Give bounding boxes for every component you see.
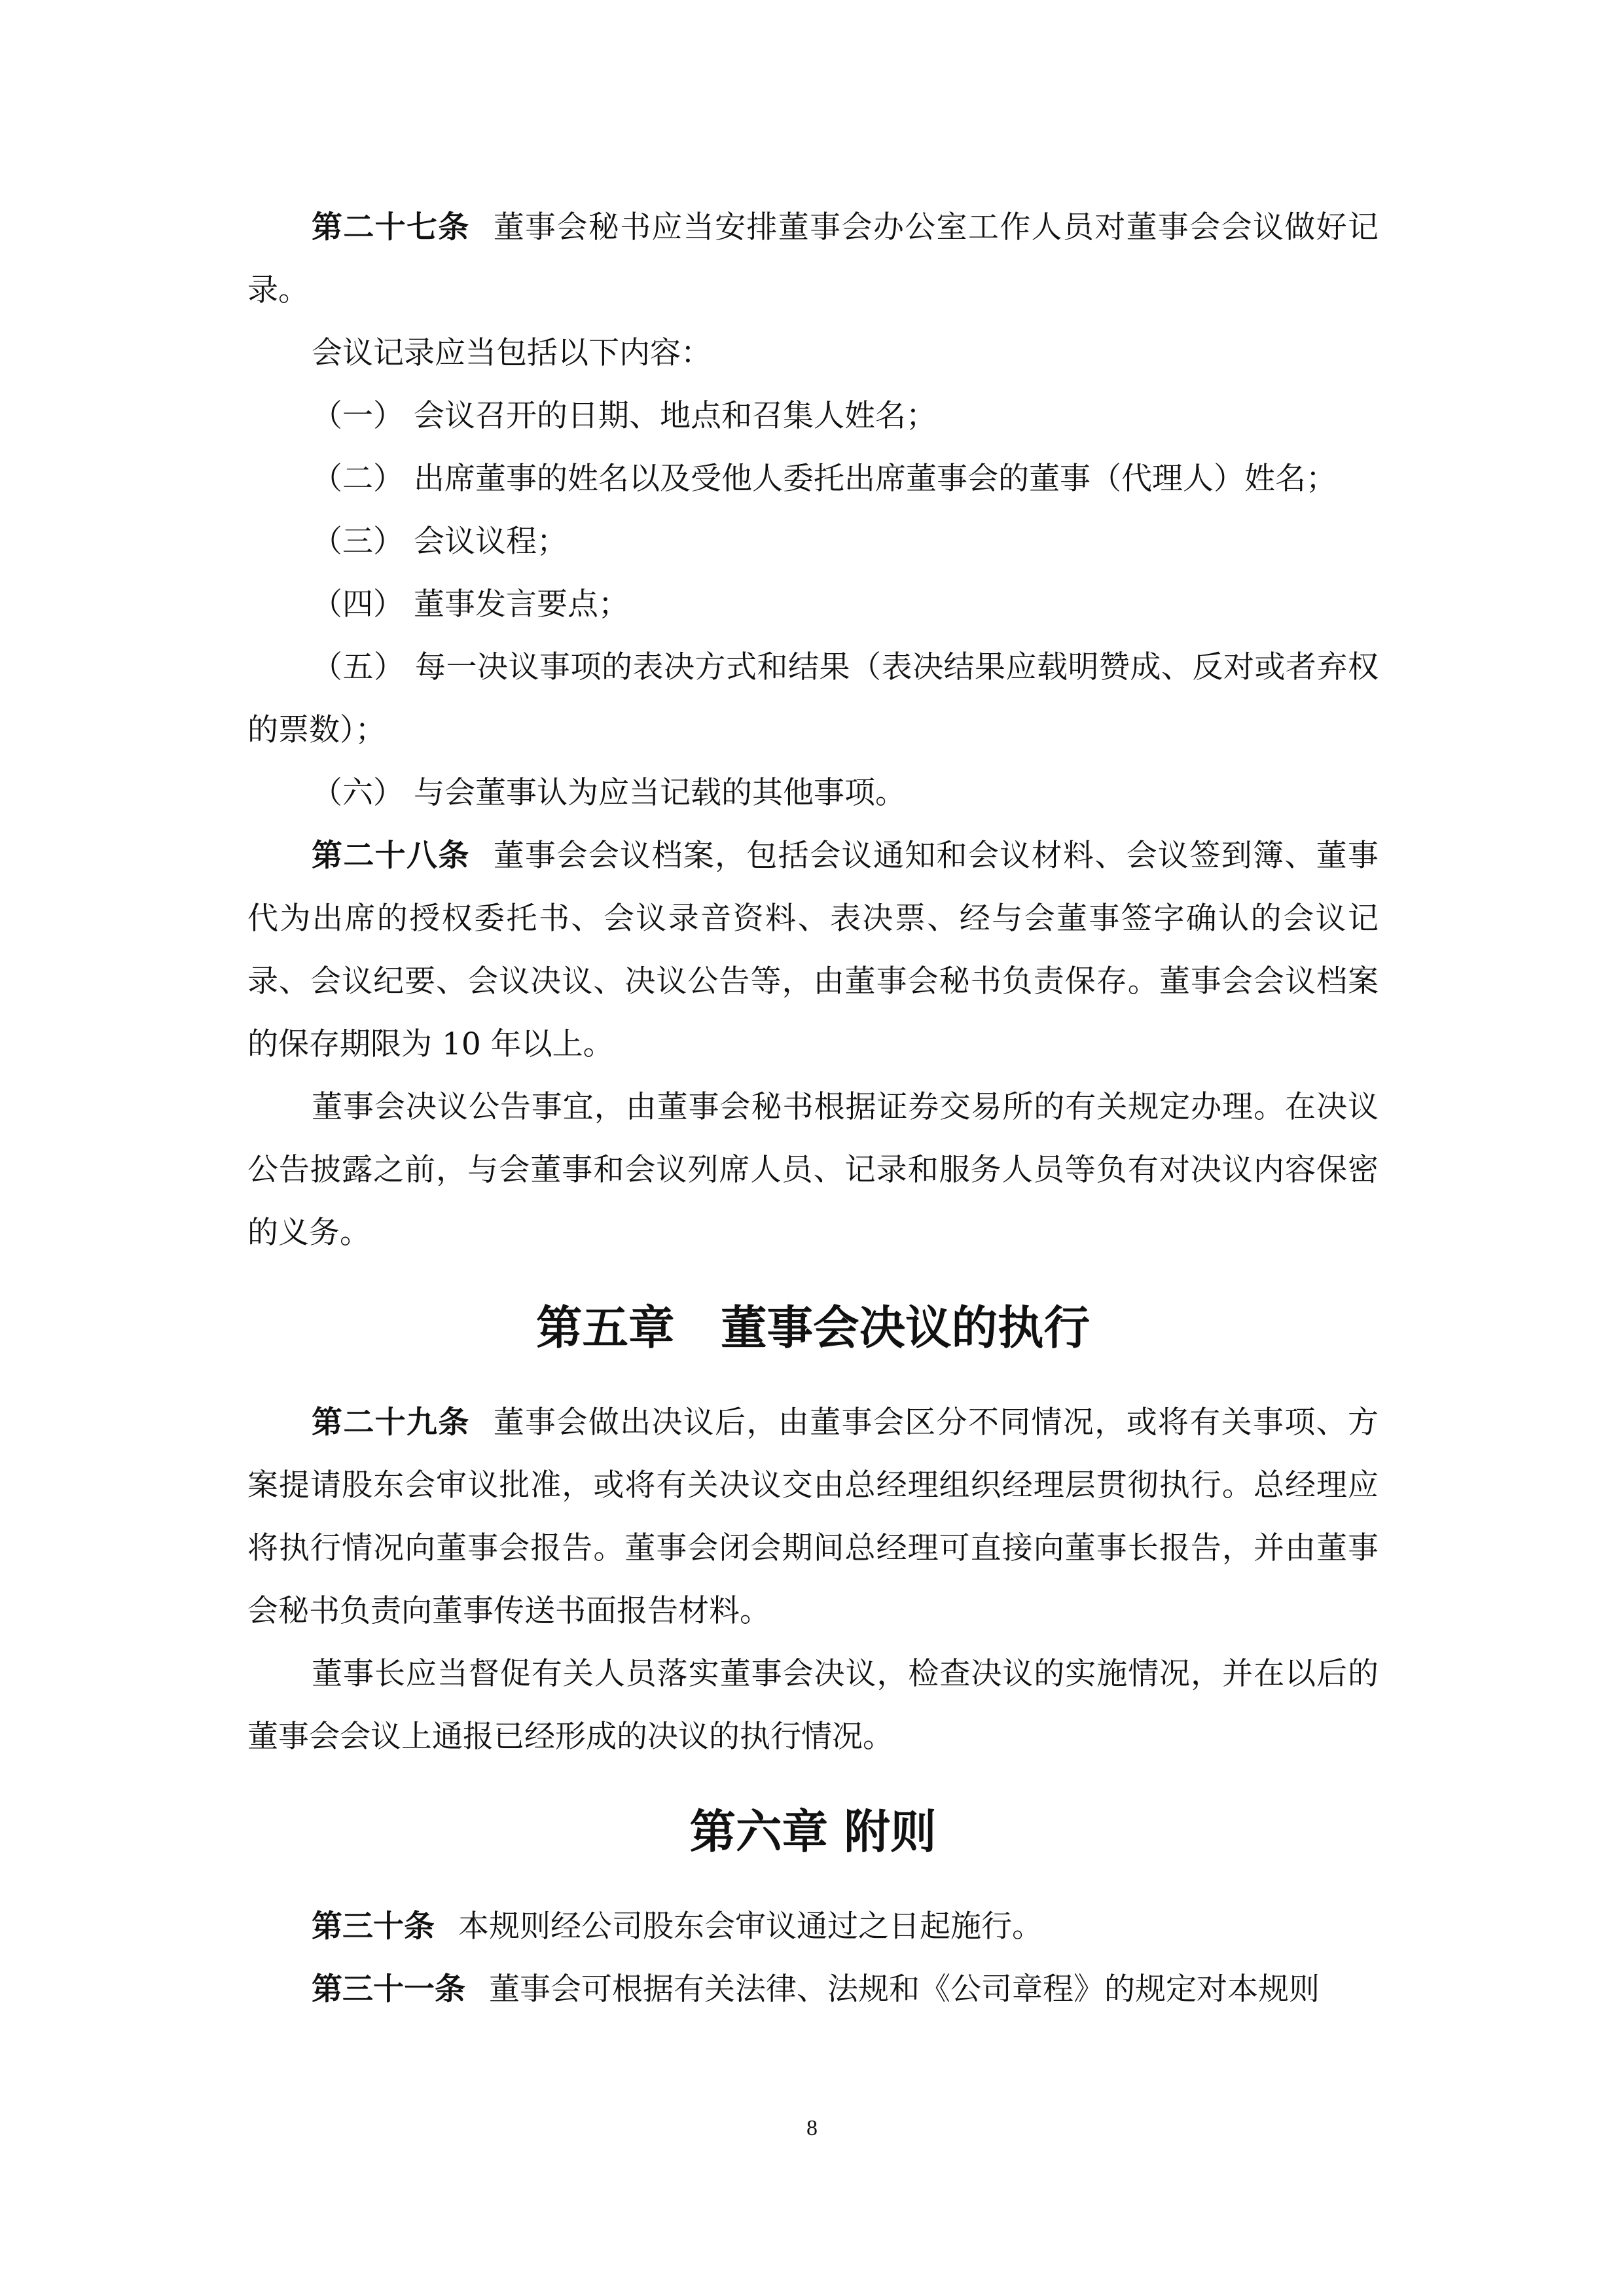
list-item: （一） 会议召开的日期、地点和召集人姓名；	[312, 398, 937, 434]
article-29-label: 第二十九条	[312, 1405, 470, 1441]
article-31-label: 第三十一条	[312, 1971, 465, 2007]
list-item: （四） 董事发言要点；	[312, 586, 629, 622]
page-number: 8	[806, 2116, 818, 2140]
article-27-text: 董事会秘书应当安排董事会办公室工作人员对董事会会议做好记录。	[247, 209, 1379, 308]
list-item: （二） 出席董事的姓名以及受他人委托出席董事会的董事（代理人）姓名；	[312, 461, 1337, 497]
article-31	[247, 1958, 1379, 2021]
article-28-label: 第二十八条	[312, 838, 470, 874]
article-30-text: 本规则经公司股东会审议通过之日起施行。	[458, 1909, 1043, 1945]
chapter-5-heading: 第五章 董事会决议的执行	[536, 1300, 1090, 1355]
article-27	[247, 196, 1379, 322]
document-body	[247, 196, 1379, 2021]
list-item: （五） 每一决议事项的表决方式和结果（表决结果应载明赞成、反对或者弃权的票数）；	[247, 649, 1379, 748]
article-30	[247, 1895, 1379, 1958]
article-28-paragraph-2: 董事会决议公告事宜，由董事会秘书根据证券交易所的有关规定办理。在决议公告披露之前，与会董事和会议列席人员、记录和服务人员等负有对决议内容保密的义务。	[247, 1089, 1379, 1251]
article-28-text: 董事会会议档案，包括会议通知和会议材料、会议签到簿、董事代为出席的授权委托书、会议录音资料、表决票、经与会董事签字确认的会议记录、会议纪要、会议决议、决议公告等，由董事会秘书负责保存。董事会会议档案的保存期限为 10 年以上。	[247, 838, 1379, 1062]
article-31-text: 董事会可根据有关法律、法规和《公司章程》的规定对本规则	[489, 1971, 1320, 2007]
article-30-label: 第三十条	[312, 1909, 435, 1945]
list-item: （六） 与会董事认为应当记载的其他事项。	[312, 775, 906, 811]
article-27-label: 第二十七条	[312, 209, 470, 245]
article-29-paragraph-2: 董事长应当督促有关人员落实董事会决议，检查决议的实施情况，并在以后的董事会会议上通报已经形成的决议的执行情况。	[247, 1656, 1379, 1755]
article-29	[247, 1391, 1379, 1643]
article-27-intro: 会议记录应当包括以下内容：	[312, 335, 712, 371]
article-28	[247, 825, 1379, 1076]
article-29-text: 董事会做出决议后，由董事会区分不同情况，或将有关事项、方案提请股东会审议批准，或将有关决议交由总经理组织经理层贯彻执行。总经理应将执行情况向董事会报告。董事会闭会期间总经理可直接向董事长报告，并由董事会秘书负责向董事传送书面报告材料。	[247, 1405, 1379, 1629]
chapter-6-heading: 第六章 附则	[689, 1804, 937, 1859]
list-item: （三） 会议议程；	[312, 524, 568, 560]
